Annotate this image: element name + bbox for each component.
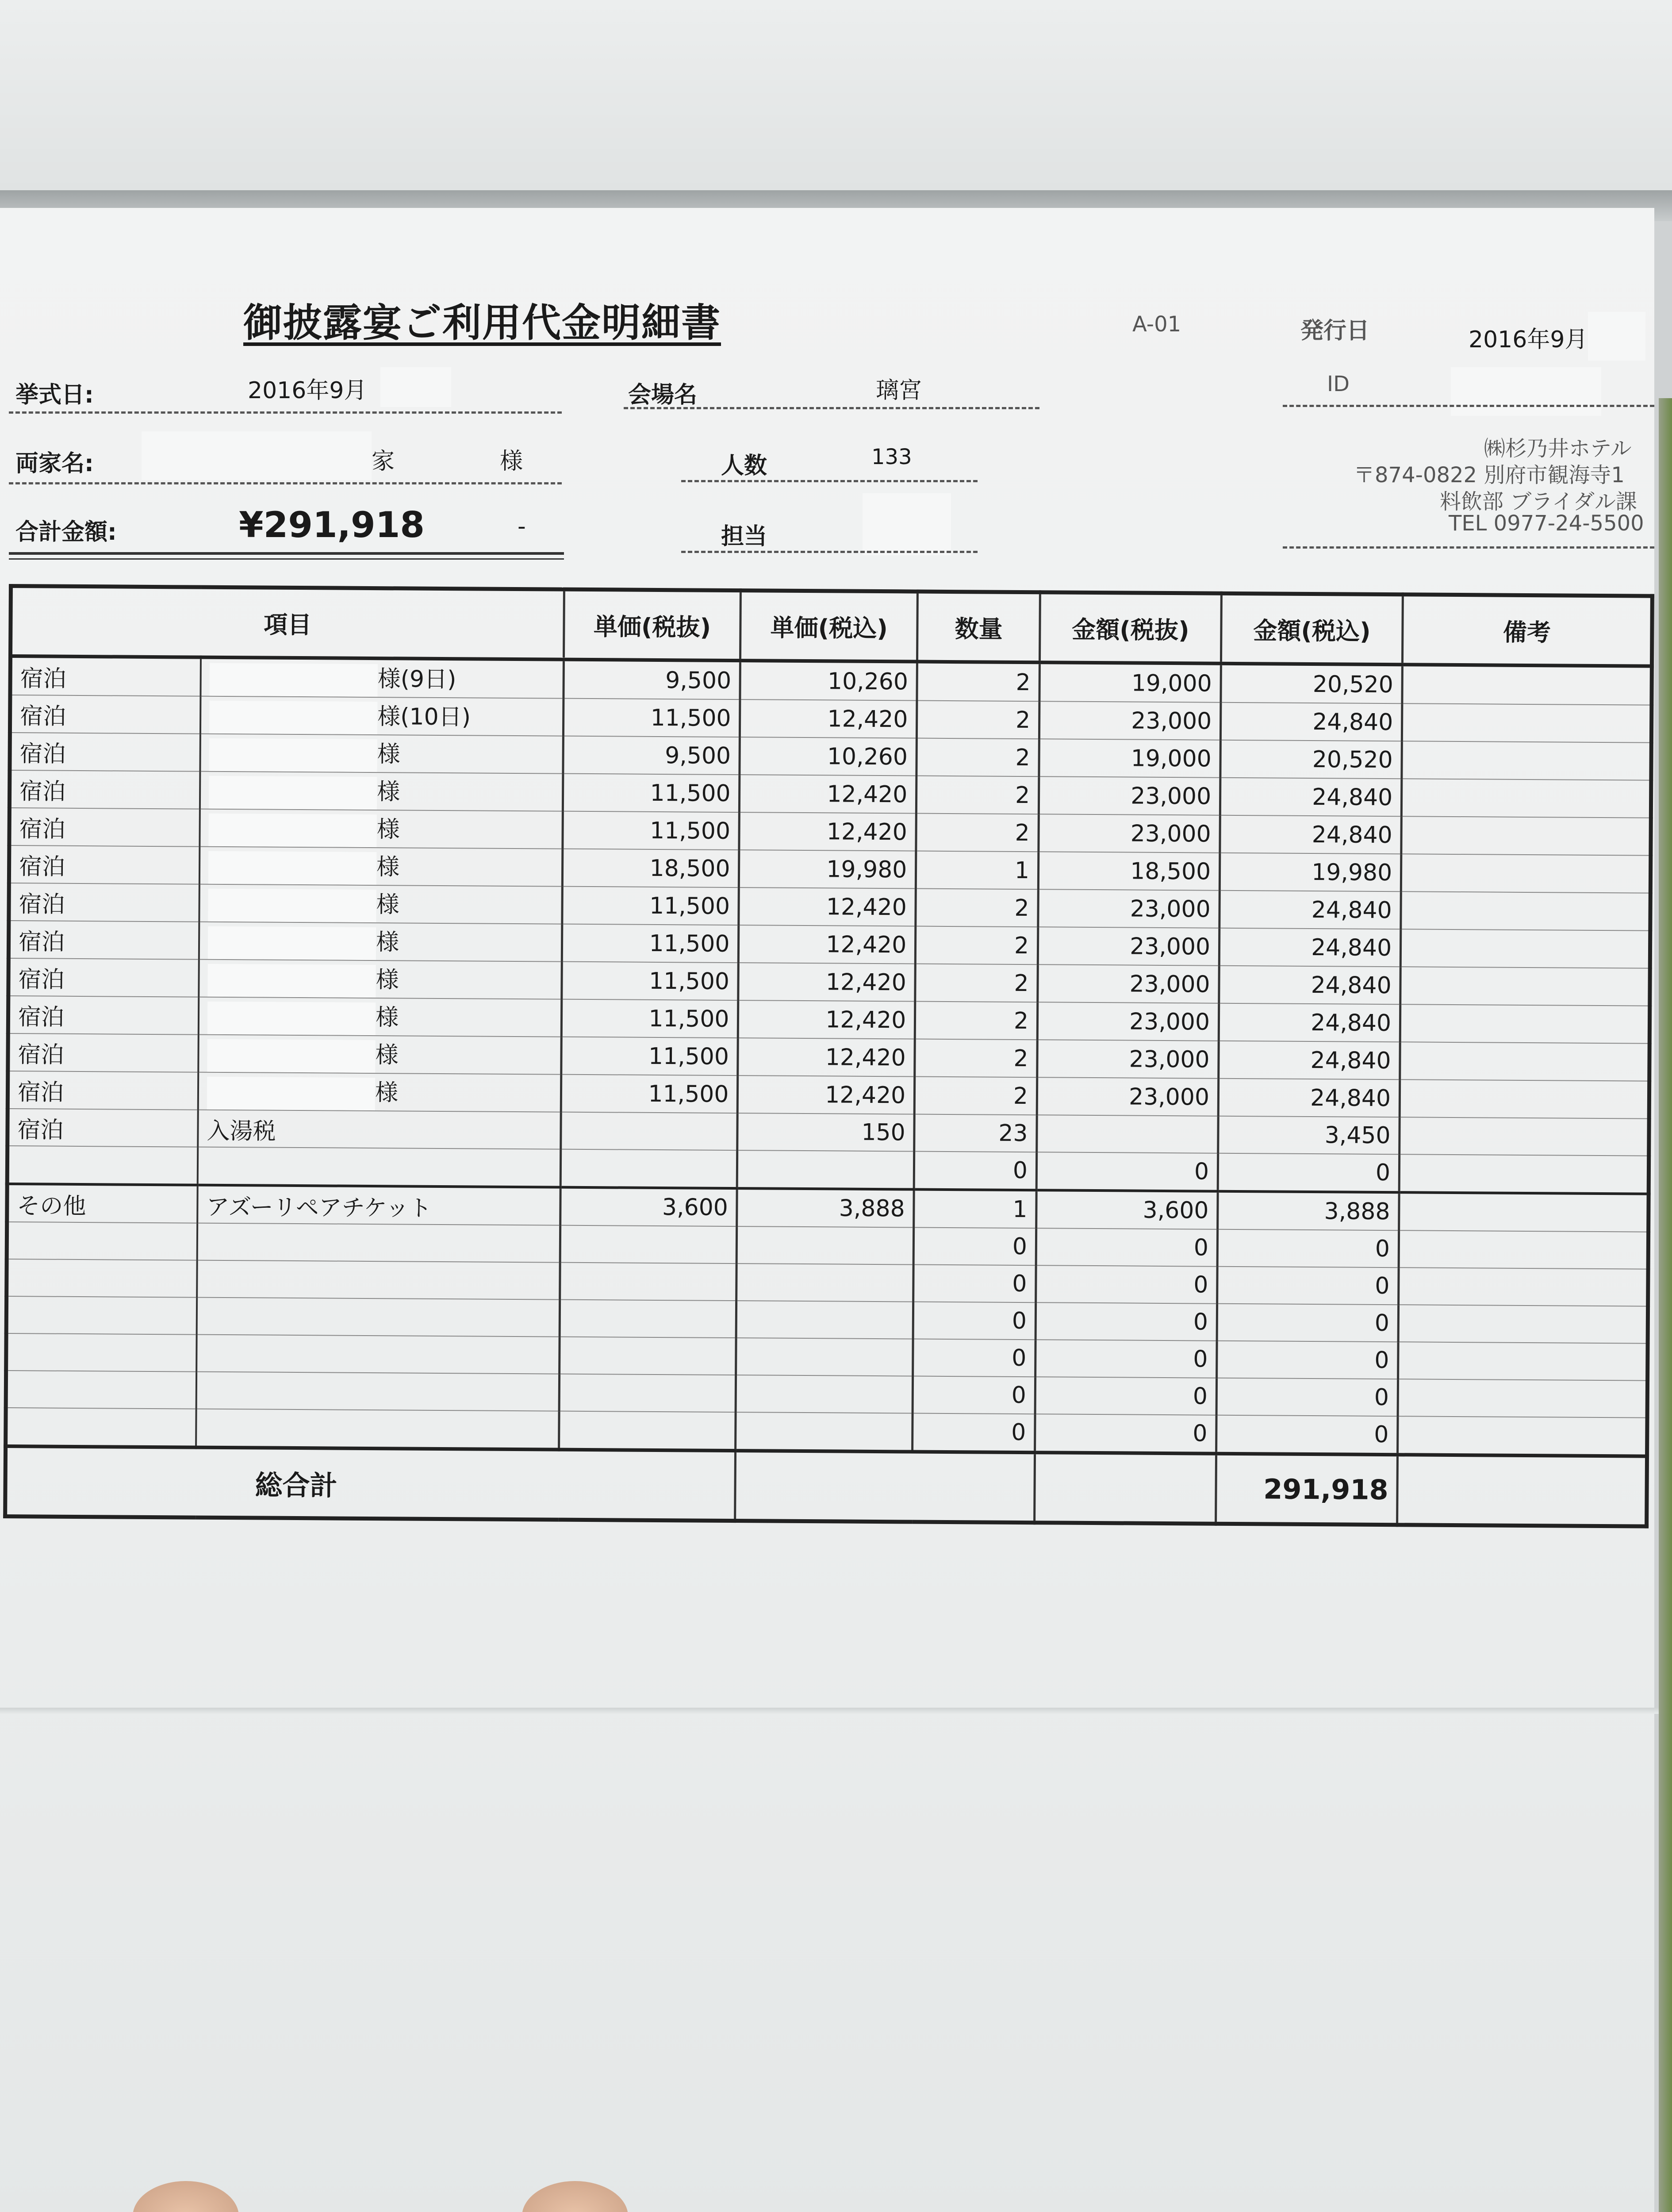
cell-amount-excl: 23,000 bbox=[1037, 1077, 1219, 1116]
redaction-guest-name bbox=[209, 776, 377, 810]
cell-quantity: 2 bbox=[915, 964, 1038, 1002]
redaction-guest-name bbox=[207, 1039, 375, 1073]
background-edge bbox=[1659, 398, 1672, 2212]
guest-honorific: 様(9日) bbox=[377, 666, 456, 693]
redaction-guest-name bbox=[208, 851, 376, 885]
cell-item bbox=[200, 772, 563, 811]
cell-unit-price-excl: 11,500 bbox=[563, 774, 740, 812]
guests-line bbox=[681, 480, 978, 482]
cell-unit-price-excl: 11,500 bbox=[561, 999, 738, 1038]
table-header bbox=[11, 586, 1653, 666]
cell-item bbox=[200, 696, 564, 736]
cell-quantity: 1 bbox=[914, 1190, 1036, 1229]
cell-unit-price-incl: 12,420 bbox=[738, 1075, 915, 1114]
cell-remarks bbox=[1402, 703, 1652, 742]
cell-unit-price-excl bbox=[559, 1374, 736, 1412]
issue-date: 2016年9月 bbox=[1469, 326, 1588, 353]
cell-unit-price-incl: 12,420 bbox=[740, 699, 917, 738]
cell-category: 宿泊 bbox=[8, 958, 199, 997]
guest-honorific: 様 bbox=[377, 779, 400, 806]
hotel-address: 〒874-0822 別府市観海寺1 bbox=[1354, 463, 1625, 488]
cell-category bbox=[6, 1371, 196, 1409]
cell-category: 宿泊 bbox=[8, 921, 199, 960]
ceremony-date: 2016年9月 bbox=[248, 377, 367, 404]
cell-quantity: 2 bbox=[915, 1039, 1037, 1078]
cell-remarks bbox=[1400, 1042, 1649, 1081]
cell-remarks bbox=[1400, 1004, 1649, 1043]
venue-label: 会場名 bbox=[628, 382, 698, 408]
families-line bbox=[9, 482, 562, 484]
cell-category: 宿泊 bbox=[10, 733, 200, 772]
guests-count: 133 bbox=[871, 445, 912, 469]
cell-remarks bbox=[1401, 816, 1651, 855]
cell-amount-excl bbox=[1037, 1115, 1219, 1153]
cell-remarks bbox=[1400, 1079, 1649, 1118]
header-amount-excl: 金額(税抜) bbox=[1039, 592, 1221, 664]
cell-unit-price-incl: 3,888 bbox=[737, 1188, 914, 1227]
cell-amount-incl: 24,840 bbox=[1219, 966, 1401, 1005]
cell-item bbox=[198, 1072, 561, 1112]
cell-item bbox=[199, 960, 562, 999]
cell-amount-incl: 24,840 bbox=[1220, 703, 1402, 741]
redaction-ceremony-day bbox=[380, 367, 451, 407]
cell-quantity: 23 bbox=[914, 1114, 1037, 1152]
hotel-tel: TEL 0977-24-5500 bbox=[1449, 511, 1644, 536]
cell-quantity: 2 bbox=[916, 889, 1038, 927]
guest-honorific: 様 bbox=[376, 967, 399, 994]
cell-quantity: 2 bbox=[914, 1077, 1037, 1115]
cell-amount-incl: 24,840 bbox=[1219, 928, 1401, 967]
cell-amount-excl: 3,600 bbox=[1036, 1190, 1218, 1229]
cell-unit-price-excl bbox=[560, 1263, 736, 1301]
cell-category bbox=[7, 1222, 197, 1260]
cell-category: 宿泊 bbox=[9, 770, 200, 809]
cell-amount-incl: 24,840 bbox=[1220, 778, 1402, 817]
cell-amount-incl: 20,520 bbox=[1220, 740, 1402, 779]
cell-category: 宿泊 bbox=[8, 1109, 198, 1147]
cell-amount-incl: 24,840 bbox=[1220, 815, 1402, 854]
cell-amount-incl: 24,840 bbox=[1219, 1041, 1400, 1080]
cell-quantity: 1 bbox=[916, 851, 1039, 890]
cell-amount-incl: 3,888 bbox=[1218, 1191, 1400, 1231]
redaction-guest-name bbox=[209, 701, 377, 734]
cell-unit-price-incl bbox=[736, 1338, 913, 1376]
cell-amount-incl: 24,840 bbox=[1218, 1079, 1400, 1118]
grand-total-row bbox=[5, 1446, 1647, 1526]
cell-amount-incl: 0 bbox=[1217, 1267, 1399, 1305]
cell-unit-price-incl: 12,420 bbox=[738, 1038, 915, 1076]
cell-category: 宿泊 bbox=[9, 845, 199, 884]
cell-amount-excl: 0 bbox=[1035, 1414, 1217, 1454]
cell-item bbox=[199, 922, 562, 962]
redaction-guest-name bbox=[210, 663, 378, 697]
cell-category bbox=[6, 1333, 197, 1372]
cell-unit-price-excl bbox=[560, 1300, 736, 1338]
header-unit-price-incl: 単価(税込) bbox=[740, 591, 918, 662]
total-underline bbox=[9, 552, 564, 555]
cell-amount-excl: 18,500 bbox=[1038, 852, 1220, 891]
cell-category: 宿泊 bbox=[10, 656, 201, 696]
cell-remarks bbox=[1398, 1342, 1648, 1380]
redaction-guest-name bbox=[207, 1077, 375, 1110]
cell-unit-price-incl: 12,420 bbox=[739, 887, 916, 926]
cell-category: 宿泊 bbox=[9, 808, 200, 847]
cell-unit-price-incl: 10,260 bbox=[740, 737, 917, 776]
cell-amount-excl: 23,000 bbox=[1037, 1040, 1219, 1079]
cell-item bbox=[197, 1298, 560, 1337]
cell-remarks bbox=[1399, 1192, 1649, 1232]
cell-quantity: 2 bbox=[915, 1002, 1038, 1040]
cell-remarks bbox=[1401, 891, 1650, 930]
cell-remarks bbox=[1402, 741, 1651, 780]
hotel-name: ㈱杉乃井ホテル bbox=[1484, 436, 1632, 461]
cell-quantity: 2 bbox=[917, 776, 1039, 814]
grand-total-remarks bbox=[1397, 1455, 1647, 1526]
cell-unit-price-incl: 10,260 bbox=[740, 661, 917, 700]
cell-amount-incl: 24,840 bbox=[1219, 891, 1401, 929]
cell-remarks bbox=[1398, 1305, 1648, 1343]
redaction-guest-name bbox=[208, 814, 376, 847]
cell-item bbox=[199, 847, 563, 887]
cell-quantity: 2 bbox=[917, 738, 1039, 777]
header-item: 項目 bbox=[11, 586, 564, 660]
cell-item bbox=[196, 1409, 559, 1450]
cell-item bbox=[197, 1223, 560, 1263]
cell-quantity: 0 bbox=[913, 1413, 1035, 1453]
families-honorific: 様 bbox=[500, 448, 523, 475]
cell-unit-price-incl bbox=[736, 1412, 913, 1452]
venue-line bbox=[624, 407, 1039, 409]
document-title: 御披露宴ご利用代金明細書 bbox=[243, 300, 721, 346]
redaction-family-names bbox=[142, 431, 372, 480]
paper-fold-line bbox=[0, 1708, 1672, 1714]
cell-amount-incl: 0 bbox=[1216, 1378, 1398, 1417]
cell-unit-price-incl bbox=[736, 1263, 913, 1302]
cell-quantity: 2 bbox=[917, 662, 1039, 702]
total-amount: ¥291,918 bbox=[239, 504, 425, 545]
cell-remarks bbox=[1401, 854, 1650, 893]
cell-amount-excl: 23,000 bbox=[1039, 776, 1220, 815]
cell-amount-incl: 0 bbox=[1217, 1304, 1399, 1342]
cell-remarks bbox=[1402, 664, 1652, 705]
cell-amount-excl: 23,000 bbox=[1039, 814, 1220, 853]
cell-amount-incl: 0 bbox=[1218, 1153, 1400, 1193]
cell-unit-price-excl: 18,500 bbox=[562, 849, 739, 887]
cell-remarks bbox=[1399, 1267, 1648, 1306]
total-underline-2 bbox=[9, 558, 564, 560]
cell-category: その他 bbox=[7, 1184, 198, 1223]
cell-unit-price-excl bbox=[559, 1411, 736, 1451]
cell-amount-excl: 0 bbox=[1035, 1340, 1217, 1378]
cell-item bbox=[198, 1035, 561, 1075]
staff-label: 担当 bbox=[721, 523, 767, 550]
cell-category bbox=[6, 1408, 196, 1448]
grand-total-blank bbox=[735, 1451, 1035, 1523]
cell-unit-price-excl bbox=[559, 1337, 736, 1375]
families-suffix: 家 bbox=[372, 448, 395, 475]
id-label: ID bbox=[1327, 372, 1350, 396]
cell-amount-excl: 0 bbox=[1036, 1265, 1218, 1304]
cell-quantity: 2 bbox=[916, 814, 1039, 852]
grand-total-label: 総合計 bbox=[5, 1446, 736, 1521]
cell-unit-price-excl: 9,500 bbox=[564, 660, 740, 699]
cell-amount-excl: 23,000 bbox=[1038, 927, 1219, 966]
cell-unit-price-incl: 19,980 bbox=[739, 850, 916, 888]
cell-category bbox=[7, 1146, 198, 1185]
staff-line bbox=[681, 551, 978, 553]
cell-item: アズーリペアチケット bbox=[197, 1185, 560, 1225]
cell-amount-excl: 19,000 bbox=[1039, 662, 1221, 703]
cell-category: 宿泊 bbox=[8, 1033, 199, 1072]
cell-amount-excl: 19,000 bbox=[1039, 739, 1221, 778]
cell-quantity: 0 bbox=[913, 1228, 1036, 1266]
guest-honorific: 様 bbox=[375, 1079, 399, 1106]
cell-category: 宿泊 bbox=[8, 1071, 198, 1110]
cell-amount-incl: 24,840 bbox=[1219, 1003, 1400, 1042]
table-body bbox=[6, 656, 1652, 1456]
cell-unit-price-incl: 12,420 bbox=[738, 963, 915, 1001]
cell-category bbox=[6, 1296, 197, 1335]
cell-unit-price-excl bbox=[560, 1112, 737, 1150]
cell-item: 入湯税 bbox=[198, 1110, 561, 1149]
cell-quantity: 0 bbox=[913, 1339, 1035, 1377]
cell-amount-excl: 23,000 bbox=[1037, 1002, 1219, 1041]
cell-category bbox=[7, 1259, 197, 1298]
cell-unit-price-excl: 11,500 bbox=[561, 1037, 738, 1075]
guest-honorific: 様 bbox=[376, 854, 400, 881]
cell-amount-incl: 3,450 bbox=[1218, 1116, 1400, 1155]
cell-remarks bbox=[1401, 779, 1651, 818]
cell-unit-price-excl: 11,500 bbox=[563, 699, 740, 737]
charges-table bbox=[3, 584, 1654, 1528]
cell-remarks bbox=[1400, 1117, 1649, 1156]
guest-honorific: 様 bbox=[375, 1004, 399, 1031]
redaction-guest-name bbox=[209, 738, 377, 772]
redaction-issue-day bbox=[1588, 312, 1645, 361]
cell-amount-incl: 0 bbox=[1217, 1229, 1399, 1268]
cell-unit-price-excl bbox=[560, 1149, 737, 1188]
cell-amount-excl: 23,000 bbox=[1038, 964, 1219, 1003]
ceremony-date-line bbox=[9, 411, 562, 414]
cell-item bbox=[196, 1335, 560, 1374]
cell-unit-price-incl bbox=[737, 1150, 914, 1189]
cell-amount-excl: 0 bbox=[1035, 1377, 1217, 1415]
cell-amount-incl: 0 bbox=[1217, 1341, 1399, 1379]
guests-label: 人数 bbox=[721, 453, 767, 479]
cell-remarks bbox=[1399, 1154, 1649, 1194]
redaction-guest-name bbox=[207, 1002, 376, 1035]
guest-honorific: 様(10日) bbox=[377, 703, 471, 731]
grand-total-value: 291,918 bbox=[1216, 1454, 1398, 1525]
cell-amount-excl: 23,000 bbox=[1039, 701, 1221, 740]
cell-category: 宿泊 bbox=[10, 695, 200, 734]
redaction-staff bbox=[863, 493, 951, 555]
cell-unit-price-incl: 150 bbox=[737, 1113, 914, 1151]
cell-amount-excl: 0 bbox=[1036, 1152, 1218, 1191]
header-remarks: 備考 bbox=[1403, 595, 1653, 666]
families-label: 両家名: bbox=[15, 450, 94, 477]
cell-unit-price-incl: 12,420 bbox=[740, 775, 917, 813]
cell-item bbox=[196, 1372, 560, 1411]
cell-remarks bbox=[1399, 1230, 1648, 1269]
cell-item bbox=[201, 657, 564, 699]
total-dash: - bbox=[518, 513, 526, 540]
cell-quantity: 2 bbox=[916, 926, 1038, 965]
cell-quantity: 0 bbox=[913, 1265, 1036, 1303]
guest-honorific: 様 bbox=[376, 929, 399, 956]
cell-unit-price-excl: 11,500 bbox=[562, 887, 739, 925]
hotel-line bbox=[1283, 546, 1654, 549]
cell-unit-price-incl bbox=[737, 1226, 914, 1264]
document-code: A-01 bbox=[1132, 312, 1181, 337]
cell-quantity: 0 bbox=[914, 1152, 1036, 1190]
guest-honorific: 様 bbox=[376, 816, 400, 843]
cell-category: 宿泊 bbox=[8, 996, 199, 1035]
redaction-id bbox=[1451, 367, 1601, 416]
cell-amount-incl: 20,520 bbox=[1221, 664, 1403, 704]
header-quantity: 数量 bbox=[917, 591, 1040, 662]
cell-quantity: 0 bbox=[913, 1302, 1035, 1340]
cell-item bbox=[198, 1147, 561, 1187]
redaction-guest-name bbox=[208, 889, 376, 922]
cell-category: 宿泊 bbox=[9, 883, 199, 922]
redaction-guest-name bbox=[208, 926, 376, 960]
grand-total-blank-2 bbox=[1035, 1452, 1216, 1524]
venue-name: 璃宮 bbox=[876, 377, 922, 404]
cell-item bbox=[199, 997, 562, 1037]
cell-unit-price-excl: 11,500 bbox=[561, 1075, 738, 1113]
cell-remarks bbox=[1398, 1416, 1647, 1456]
id-line bbox=[1283, 405, 1654, 407]
cell-unit-price-incl bbox=[736, 1375, 913, 1413]
cell-amount-excl: 23,000 bbox=[1038, 889, 1220, 928]
hotel-department: 料飲部 ブライダル課 bbox=[1440, 489, 1637, 514]
guest-honorific: 様 bbox=[376, 891, 399, 918]
folded-flap bbox=[0, 0, 1672, 208]
cell-unit-price-incl: 12,420 bbox=[739, 812, 916, 851]
ceremony-date-label: 挙式日: bbox=[15, 382, 94, 408]
cell-unit-price-excl: 3,600 bbox=[560, 1187, 737, 1226]
cell-amount-excl: 0 bbox=[1036, 1228, 1218, 1267]
issue-date-label: 発行日 bbox=[1300, 318, 1370, 344]
cell-item bbox=[199, 809, 563, 849]
cell-quantity: 2 bbox=[917, 701, 1039, 739]
cell-unit-price-excl: 9,500 bbox=[563, 736, 740, 775]
total-label: 合計金額: bbox=[15, 519, 117, 545]
redaction-guest-name bbox=[207, 964, 376, 998]
cell-unit-price-excl: 11,500 bbox=[562, 924, 739, 963]
cell-item bbox=[200, 734, 563, 774]
cell-amount-incl: 0 bbox=[1216, 1415, 1398, 1455]
cell-amount-incl: 19,980 bbox=[1219, 853, 1401, 892]
cell-amount-excl: 0 bbox=[1035, 1302, 1217, 1341]
guest-honorific: 様 bbox=[377, 741, 400, 768]
cell-remarks bbox=[1400, 967, 1650, 1006]
cell-unit-price-incl bbox=[736, 1301, 913, 1339]
cell-item bbox=[199, 884, 562, 924]
header-amount-incl: 金額(税込) bbox=[1221, 593, 1403, 664]
cell-unit-price-excl: 11,500 bbox=[561, 962, 738, 1000]
cell-unit-price-incl: 12,420 bbox=[738, 1000, 915, 1039]
guest-honorific: 様 bbox=[375, 1042, 399, 1069]
cell-unit-price-excl: 11,500 bbox=[563, 811, 740, 850]
cell-remarks bbox=[1400, 929, 1650, 968]
header-unit-price-excl: 単価(税抜) bbox=[564, 589, 741, 661]
cell-unit-price-incl: 12,420 bbox=[739, 925, 916, 964]
cell-unit-price-excl bbox=[560, 1225, 737, 1263]
cell-remarks bbox=[1398, 1379, 1647, 1417]
cell-quantity: 0 bbox=[913, 1376, 1035, 1414]
cell-item bbox=[197, 1260, 560, 1300]
